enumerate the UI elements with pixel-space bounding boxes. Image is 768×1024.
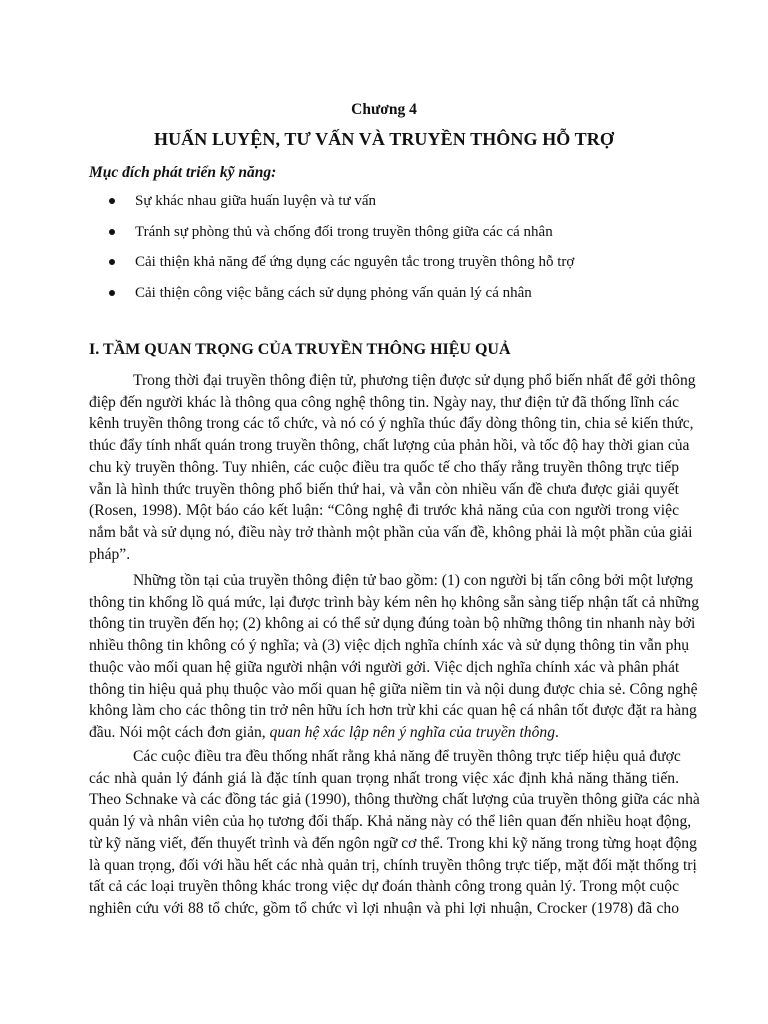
text-line: không làm cho các thông tin trở nên hữu ích hơn trừ khi các quan hệ cá nhân tốt được đặt ra hàng bbox=[89, 702, 697, 720]
purpose-list bbox=[107, 191, 574, 313]
text-line: pháp”. bbox=[89, 545, 131, 563]
list-item bbox=[107, 252, 574, 283]
bullet-icon bbox=[109, 259, 115, 265]
chapter-title: HUẤN LUYỆN, TƯ VẤN VÀ TRUYỀN THÔNG HỖ TRỢ bbox=[153, 129, 614, 149]
text-line: thông tin truyền đến họ; (2) không ai có thể sử dụng đúng toàn bộ những thông tin nhanh này bởi bbox=[89, 615, 696, 633]
paragraph-2 bbox=[89, 570, 700, 744]
bullet-icon bbox=[109, 198, 115, 204]
text-line: Những tồn tại của truyền thông điện tử bao gồm: (1) con người bị tấn công bởi một lượng bbox=[133, 572, 694, 589]
list-item-text: Tránh sự phòng thủ và chống đối trong truyền thông giữa các cá nhân bbox=[135, 223, 553, 240]
text-line bbox=[89, 722, 679, 744]
text-line: nghiên cứu với 88 tổ chức, gồm tổ chức vì lợi nhuận và phi lợi nhuận, Crocker (1978) đã cho bbox=[89, 899, 679, 917]
list-item bbox=[107, 222, 574, 253]
text-line: chu kỳ truyền thông. Tuy nhiên, các cuộc điều tra quốc tế cho thấy rằng truyền thông trực tiếp bbox=[89, 458, 679, 476]
paragraph-1 bbox=[89, 370, 696, 565]
list-item-text: Cải thiện công việc bằng cách sử dụng phỏng vấn quản lý cá nhân bbox=[135, 284, 532, 301]
text-line: là quan trọng, đối với hầu hết các nhà quản trị, chính truyền thông trực tiếp, mặt đối mặt thống trị bbox=[89, 856, 697, 874]
list-item bbox=[107, 283, 574, 314]
paragraph-3 bbox=[89, 746, 700, 920]
text-line: (Rosen, 1998). Một báo cáo kết luận: “Công nghệ đi trước khả năng của con người trong việc bbox=[89, 502, 679, 520]
text-line: nắm bắt và sử dụng nó, điều này trở thành một phần của vấn đề, không phải là một phần của giải bbox=[89, 523, 693, 541]
text-line: thông tin khổng lồ quá mức, lại được trình bày kém nên họ không sẵn sàng tiếp nhận tất cả những bbox=[89, 593, 700, 611]
text-line: tất cả các loại truyền thông khác trong việc dự đoán thành công trong quản lý. Trong một cuộc bbox=[89, 878, 679, 896]
text-segment: đầu. Nói một cách đơn giản, bbox=[89, 723, 270, 741]
text-line: các nhà quản lý đánh giá là đặc tính quan trọng nhất trong việc xác định khả năng thăng tiến. bbox=[89, 769, 679, 787]
list-item-text: Cải thiện khả năng để ứng dụng các nguyên tắc trong truyền thông hỗ trợ bbox=[135, 254, 575, 270]
section-heading: I. TẦM QUAN TRỌNG CỦA TRUYỀN THÔNG HIỆU QUẢ bbox=[89, 341, 511, 358]
text-line: điệp đến người khác là thông qua công nghệ thông tin. Ngày nay, thư điện tử đã thống lĩnh các bbox=[89, 393, 679, 411]
text-line: thuộc vào mối quan hệ giữa người nhận với người gởi. Việc dịch nghĩa chính xác và phân phát bbox=[89, 658, 680, 676]
purpose-heading: Mục đích phát triển kỹ năng: bbox=[89, 164, 277, 181]
text-line: kênh truyền thông trong các tổ chức, và nó có ý nghĩa thúc đẩy dòng thông tin, chia sẻ kiến thức, bbox=[89, 415, 694, 433]
text-line: thông tin hiệu quả phụ thuộc vào mối quan hệ giữa niềm tin và nội dung được chia sẻ. Công nghệ bbox=[89, 680, 698, 698]
text-line: từ kỹ năng viết, đến thuyết trình và đến ngôn ngữ cơ thể. Trong khi kỹ năng trong từng hoạt động bbox=[89, 834, 697, 852]
text-segment: . bbox=[555, 723, 559, 741]
list-item-text: Sự khác nhau giữa huấn luyện và tư vấn bbox=[135, 193, 376, 209]
text-line: Trong thời đại truyền thông điện tử, phương tiện được sử dụng phổ biến nhất để gởi thông bbox=[133, 372, 696, 389]
text-line: Các cuộc điều tra đều thống nhất rằng khả năng để truyền thông trực tiếp hiệu quả được bbox=[133, 748, 681, 765]
bullet-icon bbox=[109, 290, 115, 296]
text-line: Theo Schnake và các đồng tác giả (1990), thông thường chất lượng của truyền thông giữa các nhà bbox=[89, 791, 700, 809]
text-line: thúc đẩy tính nhất quán trong truyền thông, chất lượng của phản hồi, và tốc độ hay thời gian của bbox=[89, 437, 690, 455]
text-line: quản lý và nhân viên của họ tương đối thấp. Khả năng này có thể liên quan đến nhiều hoạt động, bbox=[89, 813, 692, 831]
text-line: vẫn là hình thức truyền thông phổ biến thứ hai, và vẫn còn nhiều vấn đề chưa được giải quyết bbox=[89, 480, 679, 498]
bullet-icon bbox=[109, 229, 115, 235]
text-line: nhiều thông tin không có ý nghĩa; và (3) việc dịch nghĩa chính xác và sử dụng thông tin vẫn phụ bbox=[89, 637, 690, 655]
list-item bbox=[107, 191, 574, 222]
chapter-label: Chương 4 bbox=[351, 101, 417, 118]
emphasized-text: quan hệ xác lập nên ý nghĩa của truyền thông bbox=[269, 723, 555, 741]
